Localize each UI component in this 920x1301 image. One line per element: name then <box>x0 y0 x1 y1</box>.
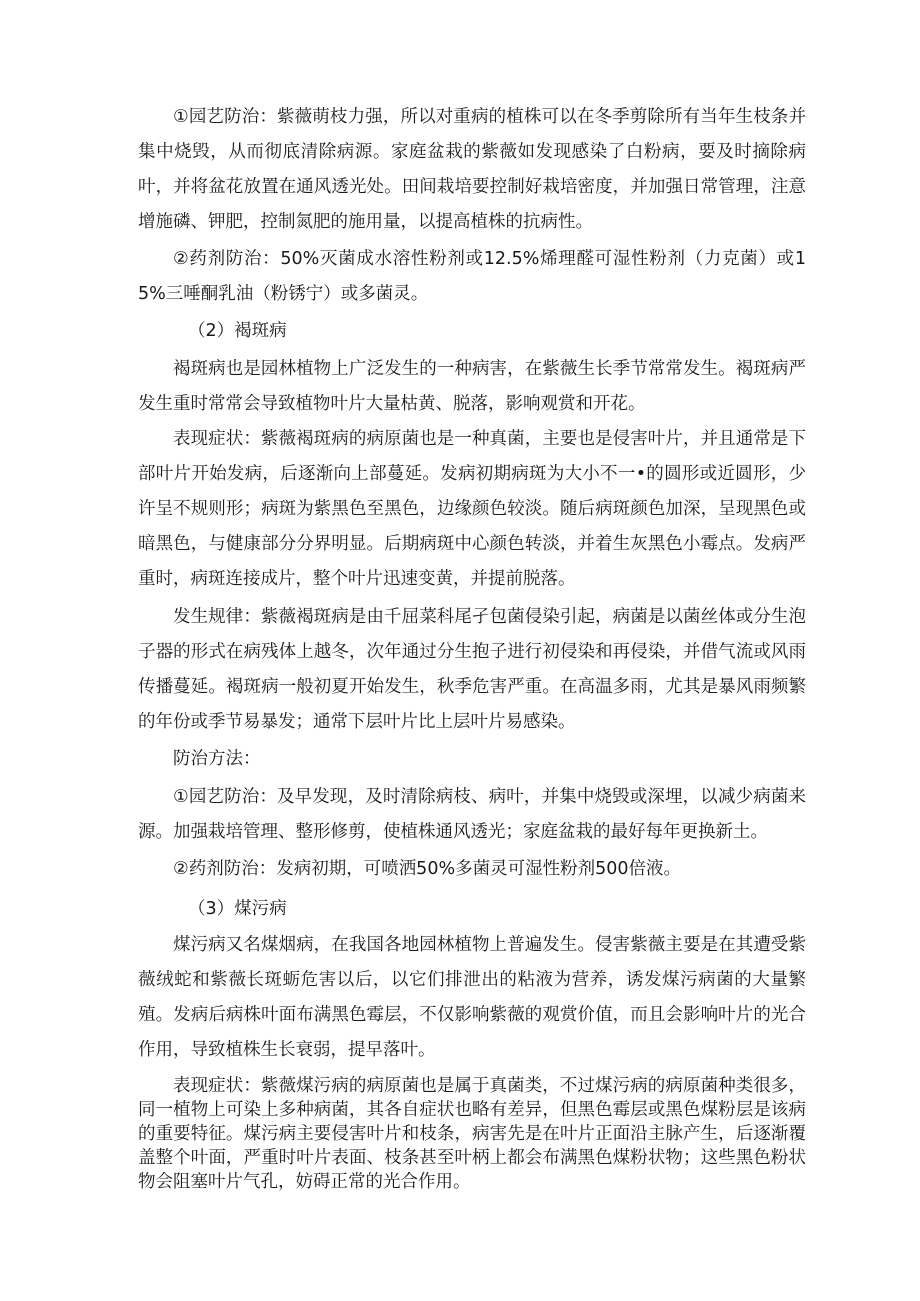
paragraph-horticultural-control-powdery: ①园艺防治：紫薇萌枝力强，所以对重病的植株可以在冬季剪除所有当年生枝条并集中烧毁，从而彻底清除病源。家庭盆栽的紫薇如发现感染了白粉病，要及时摘除病叶，并将盆花放置在通风透光处。田间栽培要控制好栽培密度，并加强日常管理，注意增施磷、钾肥，控制氮肥的施用量，以提高植株的抗病性。 <box>138 107 806 232</box>
paragraph-brown-spot-symptoms: 表现症状：紫薇褐斑病的病原菌也是一种真菌，主要也是侵害叶片，并且通常是下部叶片开始发病，后逐渐向上部蔓延。发病初期病斑为大小不一•的圆形或近圆形，少许呈不规则形；病斑为紫黑色至黑色，边缘颜色较淡。随后病斑颜色加深，呈现黑色或暗黑色，与健康部分分界明显。后期病斑中心颜色转淡，并着生灰黑色小霉点。发病严重时，病斑连接成片，整个叶片迅速变黄，并提前脱落。 <box>138 429 806 589</box>
section-heading-sooty-mold: （3）煤污病 <box>188 899 287 919</box>
paragraph-brown-spot-intro: 褐斑病也是园林植物上广泛发生的一种病害，在紫薇生长季节常常发生。褐斑病严发生重时常常会导致植物叶片大量枯黄、脱落，影响观赏和开花。 <box>138 359 806 414</box>
paragraph-horticultural-control-brown-spot: ①园艺防治：及早发现，及时清除病枝、病叶，并集中烧毁或深埋，以减少病菌来源。加强栽培管理、整形修剪，使植株通风透光；家庭盆栽的最好每年更换新土。 <box>138 787 806 842</box>
paragraph-chemical-control-brown-spot: ②药剂防治：发病初期，可喷洒50%多菌灵可湿性粉剂500倍液。 <box>173 859 681 879</box>
paragraph-sooty-mold-symptoms: 表现症状：紫薇煤污病的病原菌也是属于真菌类，不过煤污病的病原菌种类很多，同一植物上可染上多种病菌，其各自症状也略有差异，但黑色霉层或黑色煤粉层是该病的重要特征。煤污病主要侵害叶片和枝条，病害先是在叶片正面沿主脉产生，后逐渐覆盖整个叶面，严重时叶片表面、枝条甚至叶柄上都会布满黑色煤粉状物；这些黑色粉状物会阻塞叶片气孔，妨碍正常的光合作用。 <box>138 1076 806 1192</box>
paragraph-brown-spot-pattern: 发生规律：紫薇褐斑病是由千屈菜科尾孑包菌侵染引起，病菌是以菌丝体或分生泡子器的形式在病残体上越冬，次年通过分生抱子进行初侵染和再侵染，并借气流或风雨传播蔓延。褐斑病一般初夏开始发生，秋季危害严重。在高温多雨，尤其是暴风雨频繁的年份或季节易暴发；通常下层叶片比上层叶片易感染。 <box>138 607 806 732</box>
section-heading-brown-spot: （2）褐斑病 <box>188 321 287 341</box>
paragraph-chemical-control-powdery: ②药剂防治：50%灭菌成水溶性粉剂或12.5%烯理醛可湿性粉剂（力克菌）或15%三唾酮乳油（粉锈宁）或多菌灵。 <box>138 249 806 304</box>
paragraph-sooty-mold-intro: 煤污病又名煤烟病，在我国各地园林植物上普遍发生。侵害紫薇主要是在其遭受紫薇绒蛇和紫薇长斑蛎危害以后，以它们排泄出的粘液为营养，诱发煤污病菌的大量繁殖。发病后病株叶面布满黑色霉层，不仅影响紫薇的观赏价值，而且会影响叶片的光合作用，导致植株生长衰弱，提早落叶。 <box>138 935 806 1060</box>
paragraph-control-methods-label: 防治方法： <box>173 749 261 769</box>
